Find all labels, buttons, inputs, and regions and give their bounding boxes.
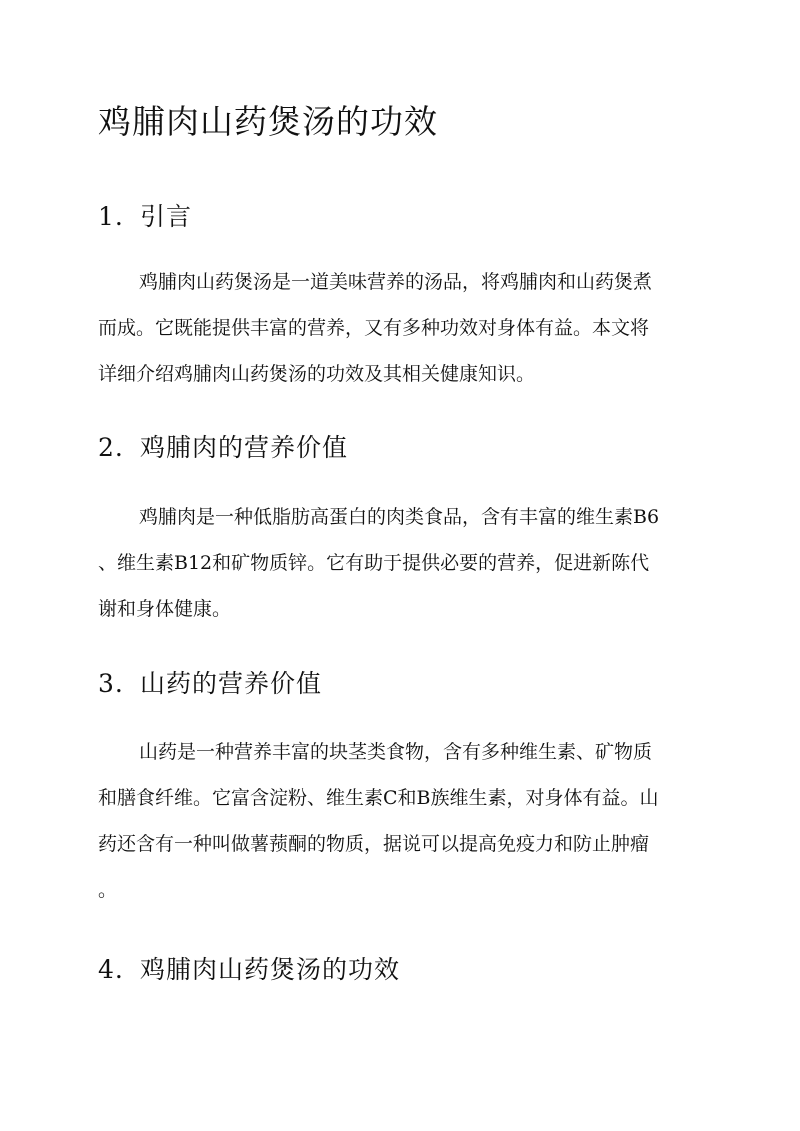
paragraph-line: 鸡脯肉是一种低脂肪高蛋白的肉类食品，含有丰富的维生素B6 xyxy=(139,506,660,528)
paragraph-line: 详细介绍鸡脯肉山药煲汤的功效及其相关健康知识。 xyxy=(98,363,536,385)
paragraph-line: 和膳食纤维。它富含淀粉、维生素C和B族维生素，对身体有益。山 xyxy=(98,787,659,809)
section-number: 2. xyxy=(98,433,124,462)
paragraph-line: 而成。它既能提供丰富的营养，又有多种功效对身体有益。本文将 xyxy=(98,317,650,339)
section-title: 山药的营养价值 xyxy=(140,669,323,698)
section-heading-intro xyxy=(98,197,192,233)
paragraph-line: 鸡脯肉山药煲汤是一道美味营养的汤品，将鸡脯肉和山药煲煮 xyxy=(139,271,653,293)
document-title: 鸡脯肉山药煲汤的功效 xyxy=(98,102,438,141)
section-number: 1. xyxy=(98,202,124,231)
paragraph-line: 药还含有一种叫做薯蓣酮的物质，据说可以提高免疫力和防止肿瘤 xyxy=(98,833,650,855)
paragraph-line: 谢和身体健康。 xyxy=(98,598,232,620)
paragraph-line: 、维生素B12和矿物质锌。它有助于提供必要的营养，促进新陈代 xyxy=(98,552,650,574)
paragraph-line: 山药是一种营养丰富的块茎类食物，含有多种维生素、矿物质 xyxy=(139,741,653,763)
section-title: 引言 xyxy=(140,202,193,231)
section-heading-yam-nutrition xyxy=(98,664,322,700)
paragraph-line: 。 xyxy=(98,879,118,901)
section-number: 4. xyxy=(98,955,124,984)
paragraph-chicken-nutrition xyxy=(98,494,698,632)
paragraph-yam-nutrition xyxy=(98,729,698,913)
section-heading-soup-benefits xyxy=(98,950,400,986)
section-title: 鸡脯肉的营养价值 xyxy=(140,433,349,462)
section-number: 3. xyxy=(98,669,124,698)
paragraph-intro xyxy=(98,259,698,397)
section-heading-chicken-nutrition xyxy=(98,428,348,464)
section-title: 鸡脯肉山药煲汤的功效 xyxy=(140,955,401,984)
